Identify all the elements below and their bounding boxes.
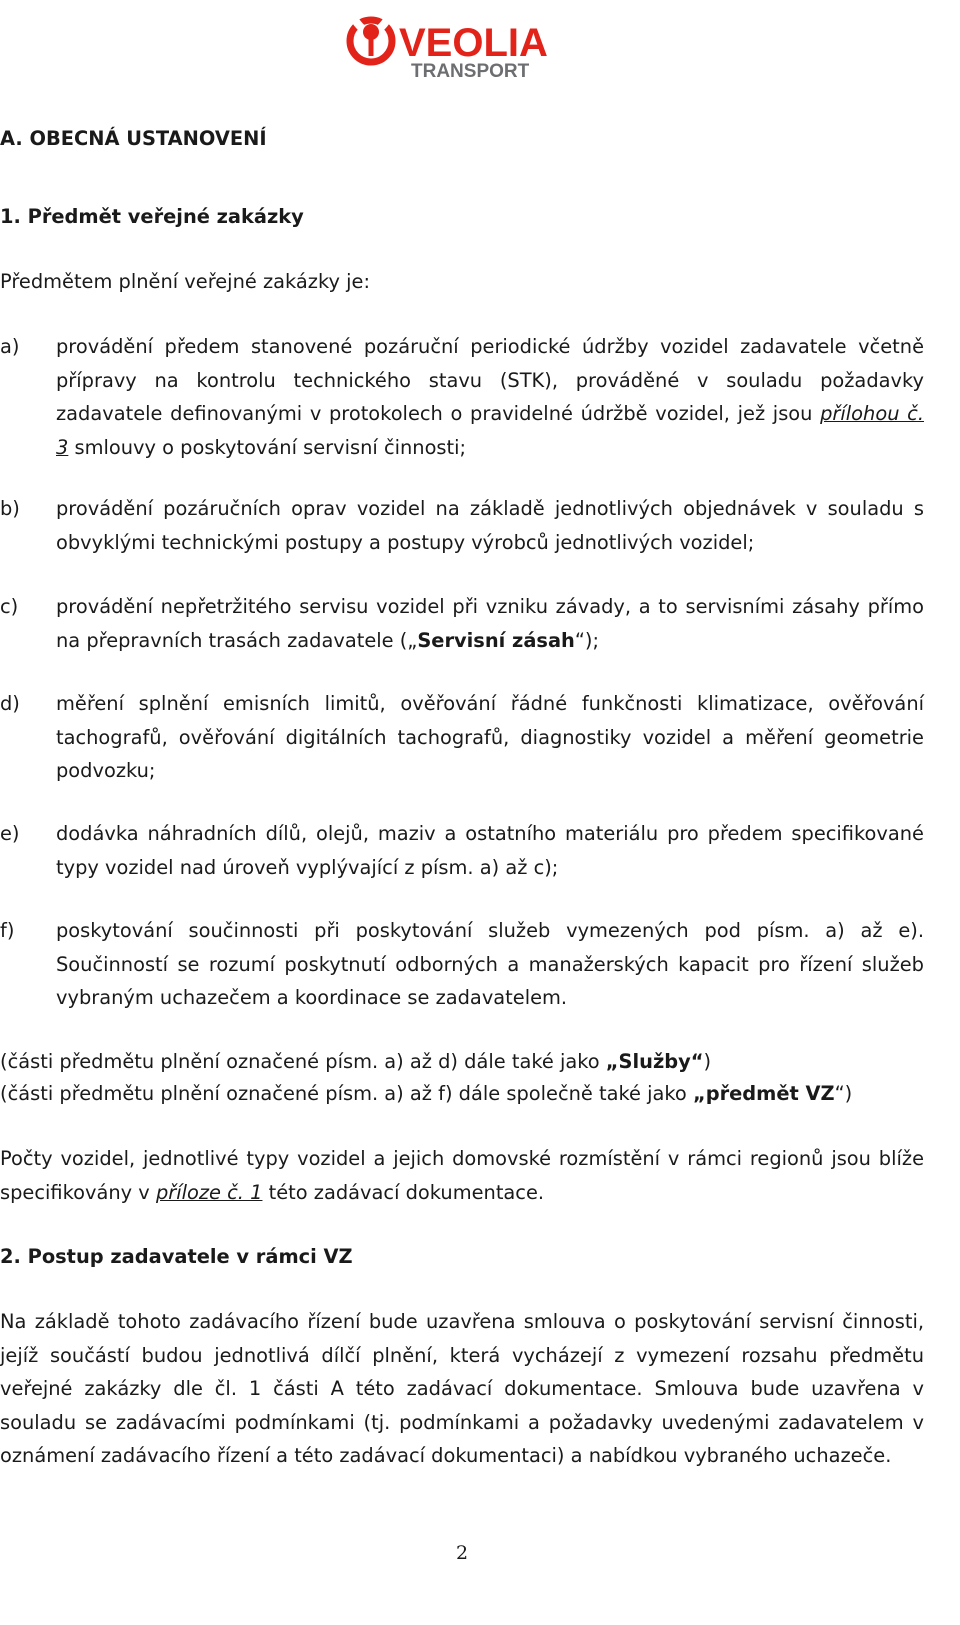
section-a-title: A. OBECNÁ USTANOVENÍ: [0, 127, 267, 150]
list-item-b: [0, 492, 924, 559]
section-1-title: 1. Předmět veřejné zakázky: [0, 205, 304, 228]
list-item-text: provádění pozáručních oprav vozidel na základě jednotlivých objednávek v souladu s obvyklými technickými postupy a postupy výrobců jednotlivých vozidel;: [56, 497, 924, 554]
list-item-a: [0, 330, 924, 464]
list-item-letter: a): [0, 335, 20, 358]
list-item-e: [0, 817, 924, 884]
list-item-letter: d): [0, 692, 20, 715]
list-item-text: poskytování součinnosti při poskytování služeb vymezených pod písm. a) až e). Součinností se rozumí poskytnutí odborných a manažerských kapacit pro řízení služeb vybraným uchazečem a koordinace se zadavatelem.: [56, 919, 924, 1009]
list-item-text: dodávka náhradních dílů, olejů, maziv a ostatního materiálu pro předem specifikované typy vozidel nad úroveň vyplývající z písm. a) až c);: [56, 822, 924, 879]
logo-sub-text: TRANSPORT: [411, 61, 530, 82]
attachment-1-reference: příloze č. 1: [155, 1180, 263, 1204]
list-item-letter: f): [0, 919, 15, 942]
list-item-c: [0, 590, 924, 657]
logo-brand-text: VEOLIA: [399, 21, 548, 65]
list-item-f: [0, 914, 924, 1015]
list-item-letter: c): [0, 595, 19, 618]
vehicle-counts-paragraph: Počty vozidel, jednotlivé typy vozidel a jejich domovské rozmístění v rámci regionů jsou blíže specifikovány v příloze č. 1 této zadávací dokumentace.: [0, 1147, 924, 1204]
note-subject: (části předmětu plnění označené písm. a) až f) dále společně také jako „předmět VZ“): [0, 1082, 853, 1105]
logo-emblem-icon: [350, 20, 392, 62]
section-2-paragraph: Na základě tohoto zadávacího řízení bude uzavřena smlouva o poskytování servisní činnosti, jejíž součástí budou jednotlivá dílčí plnění, která vycházejí z vymezení rozsahu předmětu veřejné zakázky dle čl. 1 části A této zadávací dokumentace. Smlouva bude uzavřena v souladu se zadávacími podmínkami (tj. podmínkami a požadavky uvedenými zadavatelem v oznámení zadávacího řízení a této zadávací dokumentaci) a nabídkou vybraného uchazeče.: [0, 1310, 924, 1467]
list-item-d: [0, 687, 924, 788]
section-1-intro: Předmětem plnění veřejné zakázky je:: [0, 270, 370, 293]
defined-term: „Služby“: [605, 1050, 704, 1073]
list-item-letter: b): [0, 497, 20, 520]
list-item-letter: e): [0, 822, 20, 845]
list-item-text: provádění nepřetržitého servisu vozidel při vzniku závady, a to servisními zásahy přímo na přepravních trasách zadavatele („Servisní zásah“);: [56, 595, 924, 652]
list-item-text: provádění předem stanovené pozáruční periodické údržby vozidel zadavatele včetně přípravy na kontrolu technického stavu (STK), prováděné v souladu požadavky zadavatele definovanými v protokolech o pravidelné údržbě vozidel, jež jsou přílohou č. 3 smlouvy o poskytování servisní činnosti;: [56, 335, 924, 459]
attachment-3-reference: přílohou č. 3: [56, 402, 924, 459]
list-item-text: měření splnění emisních limitů, ověřování řádné funkčnosti klimatizace, ověřování tachografů, ověřování digitálních tachografů, diagnostiky vozidel a měření geometrie podvozku;: [56, 692, 924, 782]
defined-term: Servisní zásah: [417, 628, 575, 652]
section-2-title: 2. Postup zadavatele v rámci VZ: [0, 1245, 353, 1268]
page-number: 2: [455, 1542, 469, 1564]
veolia-transport-logo: [345, 6, 575, 84]
defined-term: „předmět VZ: [692, 1082, 835, 1105]
note-services: (části předmětu plnění označené písm. a) až d) dále také jako „Služby“): [0, 1050, 712, 1073]
